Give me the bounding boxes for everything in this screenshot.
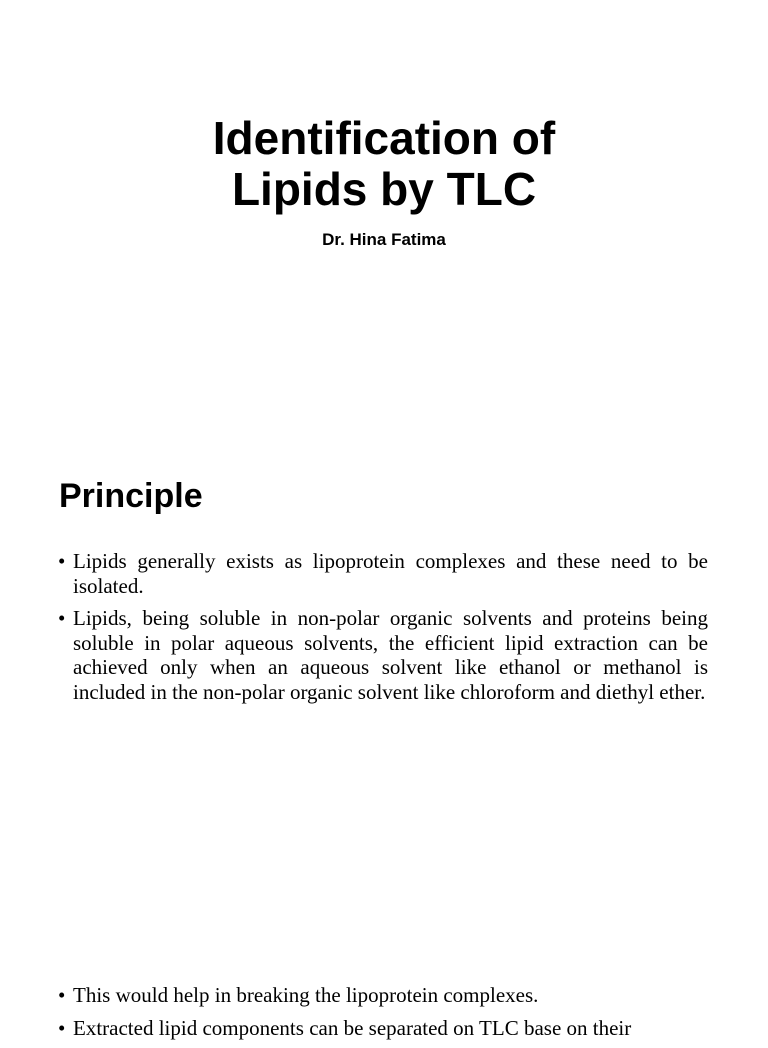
- section-heading-principle: Principle: [59, 477, 203, 515]
- bullet-marker: •: [58, 606, 66, 630]
- title-line-2: Lipids by TLC: [231, 163, 537, 215]
- bullet-marker: •: [58, 1015, 66, 1040]
- title-line-1: Identification of: [212, 112, 556, 164]
- list-item: [58, 606, 708, 704]
- author-name: Dr. Hina Fatima: [322, 230, 446, 249]
- bullet-marker: •: [58, 983, 66, 1007]
- bullet-text: Extracted lipid components can be separated on TLC base on their: [73, 1015, 632, 1040]
- page-title: [0, 113, 768, 215]
- next-slide-bullet-list: [58, 983, 708, 1048]
- bullet-text: Lipids generally exists as lipoprotein complexes and these need to be isolated.: [73, 549, 708, 598]
- list-item: [58, 549, 708, 598]
- list-item: [58, 1016, 708, 1041]
- bullet-text: This would help in breaking the lipoprotein complexes.: [73, 983, 539, 1007]
- bullet-text: Lipids, being soluble in non-polar organic solvents and proteins being soluble in polar aqueous solvents, the efficient lipid extraction can be achieved only when an aqueous solvent like ethanol or methanol is included in the non-polar organic solvent like chloroform and diethyl ether.: [73, 606, 708, 704]
- bullet-marker: •: [58, 549, 66, 573]
- list-item: [58, 983, 708, 1008]
- principle-bullet-list: [58, 549, 708, 712]
- title-slide: [0, 0, 768, 430]
